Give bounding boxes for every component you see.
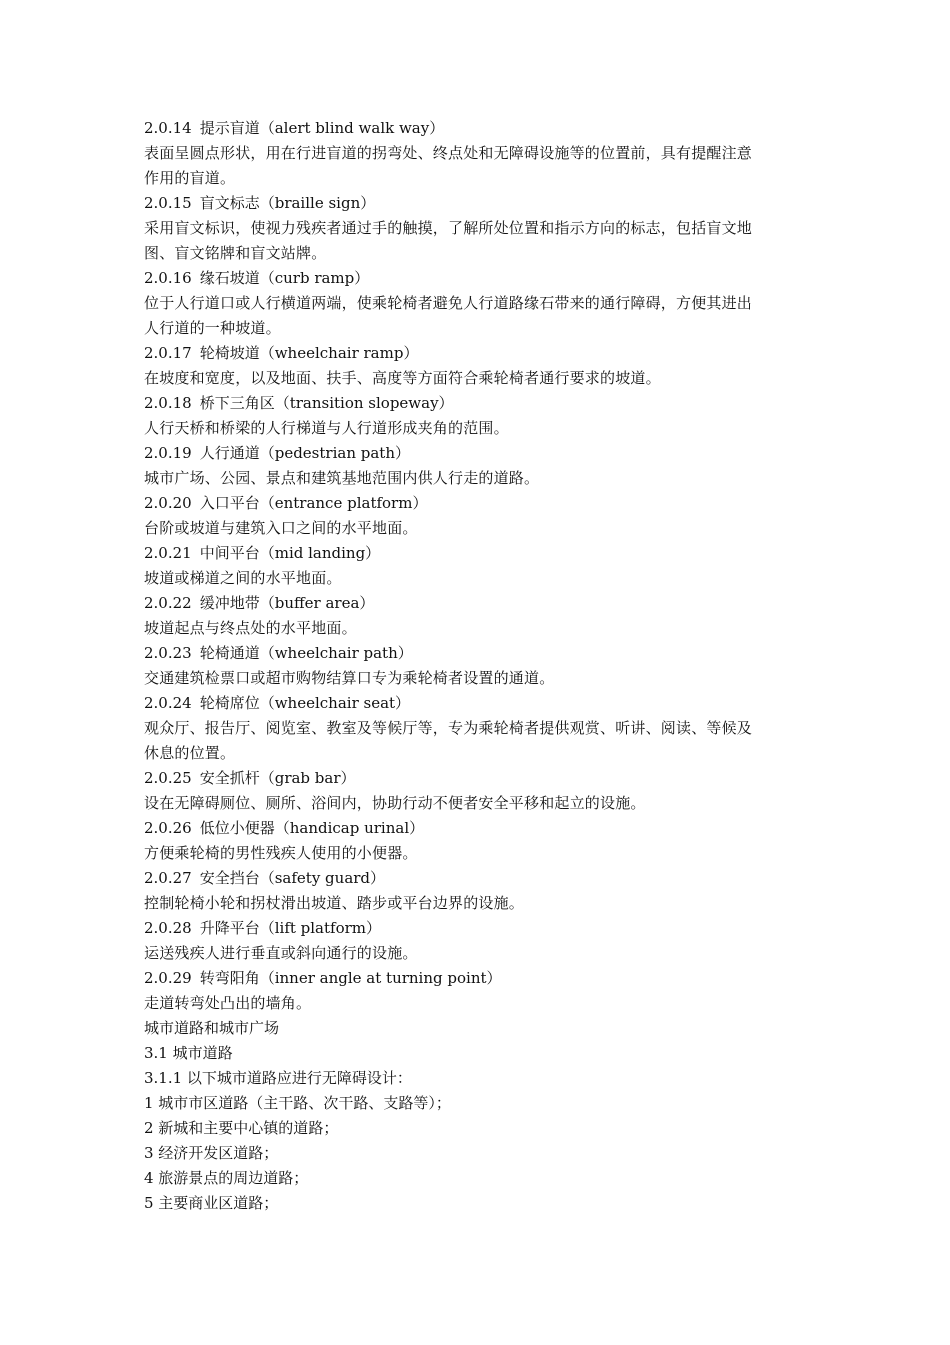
term-heading bbox=[144, 491, 810, 516]
list-item: 5 主要商业区道路； bbox=[144, 1194, 279, 1212]
term-heading bbox=[144, 191, 810, 216]
term-definition: 控制轮椅小轮和拐杖滑出坡道、踏步或平台边界的设施。 bbox=[144, 894, 525, 912]
clause-items bbox=[144, 1091, 810, 1216]
term-definition: 观众厅、报告厅、阅览室、教室及等候厅等，专为乘轮椅者提供观赏、听讲、阅读、等候及 bbox=[144, 719, 753, 737]
term-heading bbox=[144, 641, 810, 666]
term-heading bbox=[144, 541, 810, 566]
term-number: 2.0.26 bbox=[144, 819, 192, 837]
term-title: 盲文标志（braille sign） bbox=[199, 194, 376, 212]
term-title: 桥下三角区（transition slopeway） bbox=[199, 394, 454, 412]
term-definition: 城市广场、公园、景点和建筑基地范围内供人行走的道路。 bbox=[144, 469, 540, 487]
term-heading bbox=[144, 966, 810, 991]
term-title: 低位小便器（handicap urinal） bbox=[199, 819, 425, 837]
term-title: 轮椅通道（wheelchair path） bbox=[199, 644, 413, 662]
term-definition: 人行天桥和桥梁的人行梯道与人行道形成夹角的范围。 bbox=[144, 419, 509, 437]
term-number: 2.0.23 bbox=[144, 644, 192, 662]
term-definition: 图、盲文铭牌和盲文站牌。 bbox=[144, 244, 327, 262]
term-heading bbox=[144, 266, 810, 291]
term-definition: 台阶或坡道与建筑入口之间的水平地面。 bbox=[144, 519, 418, 537]
term-definition: 人行道的一种坡道。 bbox=[144, 319, 281, 337]
list-item: 4 旅游景点的周边道路； bbox=[144, 1169, 309, 1187]
term-title: 缘石坡道（curb ramp） bbox=[199, 269, 370, 287]
term-definition: 作用的盲道。 bbox=[144, 169, 236, 187]
list-item: 2 新城和主要中心镇的道路； bbox=[144, 1119, 339, 1137]
term-number: 2.0.14 bbox=[144, 119, 192, 137]
term-number: 2.0.25 bbox=[144, 769, 192, 787]
term-heading bbox=[144, 341, 810, 366]
term-number: 2.0.19 bbox=[144, 444, 192, 462]
term-definition: 采用盲文标识，使视力残疾者通过手的触摸，了解所处位置和指示方向的标志，包括盲文地 bbox=[144, 219, 753, 237]
term-title: 人行通道（pedestrian path） bbox=[199, 444, 410, 462]
document-page bbox=[144, 116, 810, 1216]
section-heading: 城市道路和城市广场 bbox=[144, 1019, 280, 1037]
section-subheading: 3.1 城市道路 bbox=[144, 1044, 233, 1062]
term-number: 2.0.22 bbox=[144, 594, 192, 612]
list-item: 1 城市市区道路（主干路、次干路、支路等）； bbox=[144, 1094, 451, 1112]
term-number: 2.0.15 bbox=[144, 194, 192, 212]
term-title: 入口平台（entrance platform） bbox=[199, 494, 428, 512]
term-number: 2.0.20 bbox=[144, 494, 192, 512]
term-definition: 休息的位置。 bbox=[144, 744, 236, 762]
term-definition: 坡道起点与终点处的水平地面。 bbox=[144, 619, 357, 637]
term-number: 2.0.24 bbox=[144, 694, 192, 712]
term-title: 安全挡台（safety guard） bbox=[199, 869, 386, 887]
term-heading bbox=[144, 816, 810, 841]
term-heading bbox=[144, 441, 810, 466]
term-title: 提示盲道（alert blind walk way） bbox=[199, 119, 445, 137]
term-heading bbox=[144, 591, 810, 616]
term-number: 2.0.29 bbox=[144, 969, 192, 987]
term-title: 轮椅坡道（wheelchair ramp） bbox=[199, 344, 419, 362]
term-definition: 在坡度和宽度，以及地面、扶手、高度等方面符合乘轮椅者通行要求的坡道。 bbox=[144, 369, 661, 387]
term-definition: 表面呈圆点形状，用在行进盲道的拐弯处、终点处和无障碍设施等的位置前，具有提醒注意 bbox=[144, 144, 753, 162]
term-definition: 坡道或梯道之间的水平地面。 bbox=[144, 569, 342, 587]
term-heading bbox=[144, 116, 810, 141]
term-number: 2.0.17 bbox=[144, 344, 192, 362]
term-heading bbox=[144, 391, 810, 416]
term-title: 轮椅席位（wheelchair seat） bbox=[199, 694, 411, 712]
term-number: 2.0.27 bbox=[144, 869, 192, 887]
term-number: 2.0.28 bbox=[144, 919, 192, 937]
term-definition: 交通建筑检票口或超市购物结算口专为乘轮椅者设置的通道。 bbox=[144, 669, 555, 687]
term-definition: 方便乘轮椅的男性残疾人使用的小便器。 bbox=[144, 844, 418, 862]
term-definition: 设在无障碍厕位、厕所、浴间内，协助行动不便者安全平移和起立的设施。 bbox=[144, 794, 646, 812]
list-item: 3 经济开发区道路； bbox=[144, 1144, 279, 1162]
term-heading bbox=[144, 916, 810, 941]
term-heading bbox=[144, 866, 810, 891]
term-definition: 位于人行道口或人行横道两端，使乘轮椅者避免人行道路缘石带来的通行障碍，方便其进出 bbox=[144, 294, 753, 312]
term-title: 缓冲地带（buffer area） bbox=[199, 594, 375, 612]
term-number: 2.0.21 bbox=[144, 544, 192, 562]
term-title: 升降平台（lift platform） bbox=[199, 919, 382, 937]
clause-text: 3.1.1 以下城市道路应进行无障碍设计： bbox=[144, 1069, 412, 1087]
term-definition: 运送残疾人进行垂直或斜向通行的设施。 bbox=[144, 944, 418, 962]
term-heading bbox=[144, 766, 810, 791]
term-number: 2.0.18 bbox=[144, 394, 192, 412]
term-definition: 走道转弯处凸出的墙角。 bbox=[144, 994, 312, 1012]
term-title: 中间平台（mid landing） bbox=[199, 544, 381, 562]
term-number: 2.0.16 bbox=[144, 269, 192, 287]
term-heading bbox=[144, 691, 810, 716]
term-title: 转弯阳角（inner angle at turning point） bbox=[199, 969, 502, 987]
term-title: 安全抓杆（grab bar） bbox=[199, 769, 356, 787]
terms-list bbox=[144, 116, 810, 1016]
